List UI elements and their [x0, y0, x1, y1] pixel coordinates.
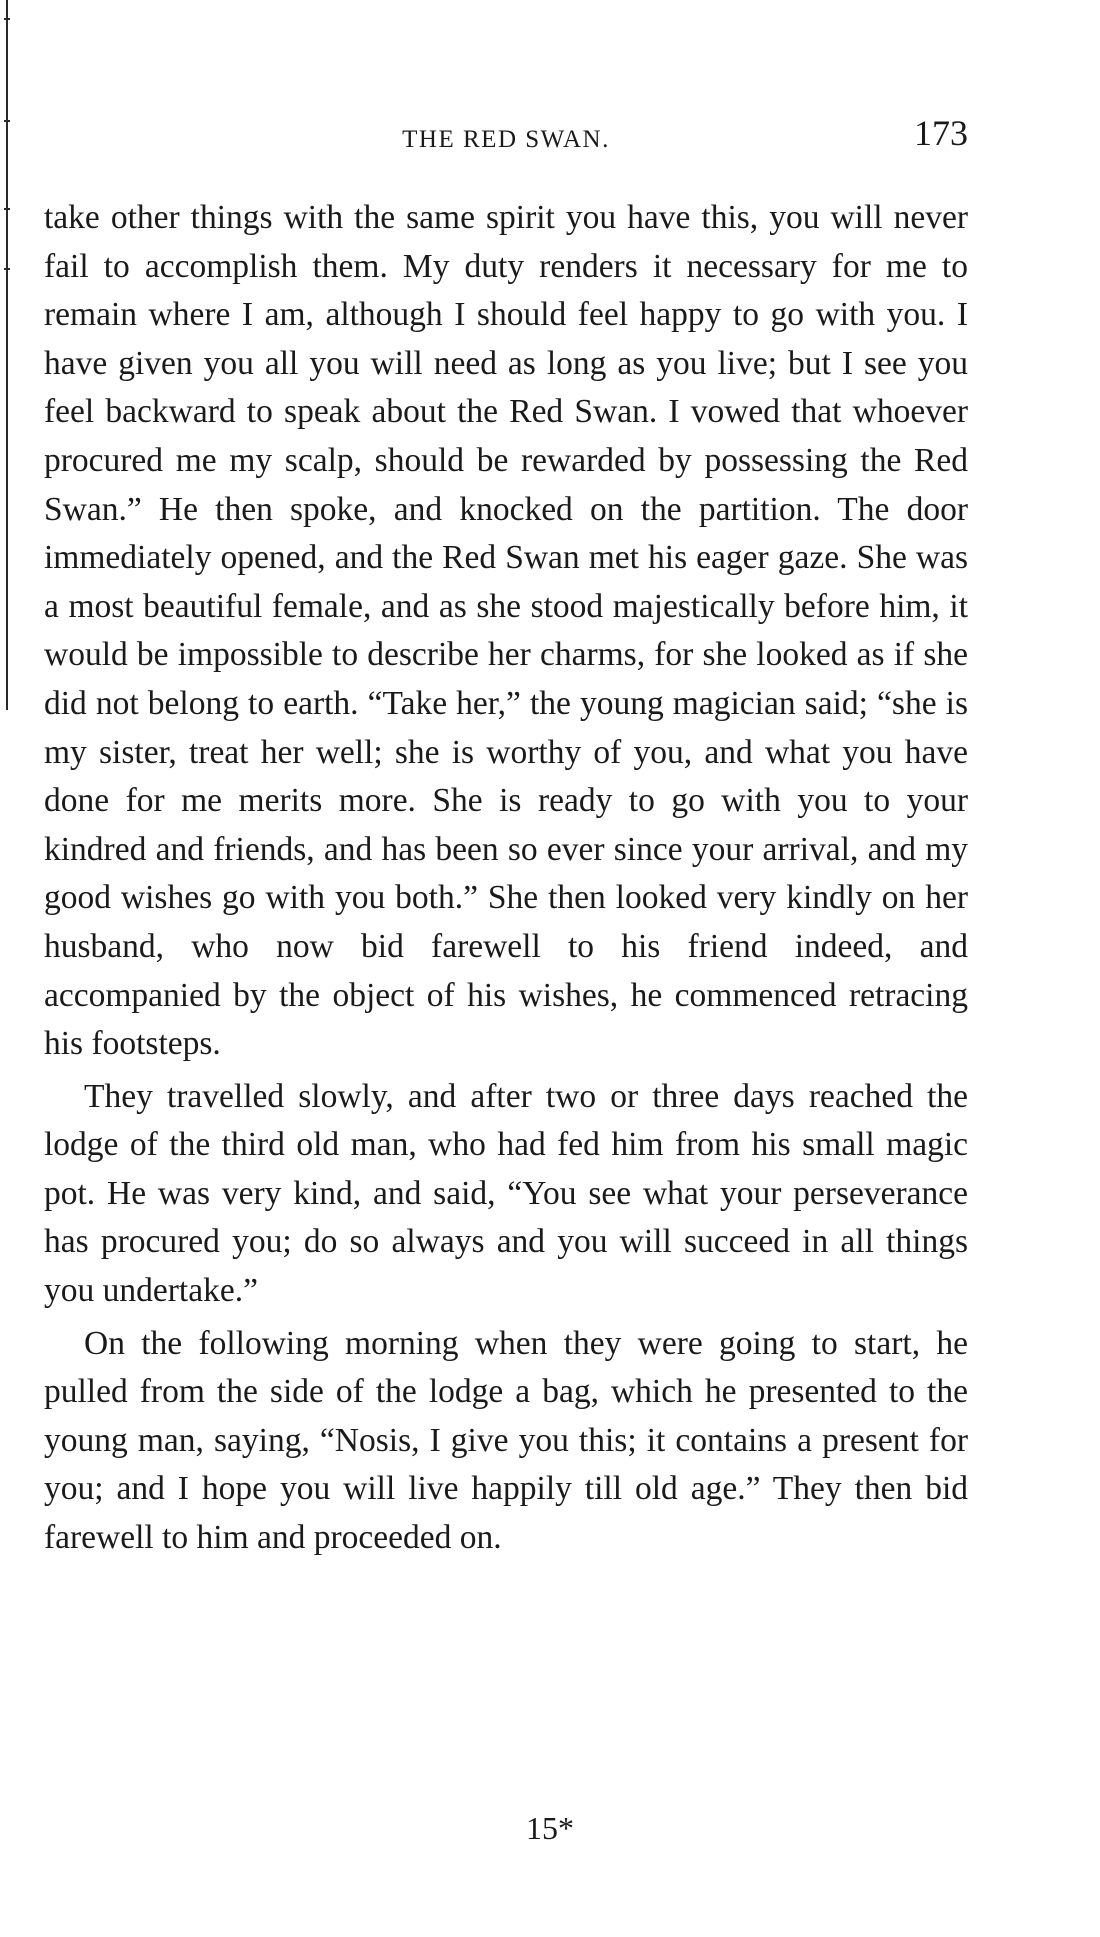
page-edge-line [6, 0, 8, 710]
page-edge-tick [4, 120, 10, 122]
paragraph: They travelled slowly, and after two or three days reached the lodge of the third old man, who had fed him from his small magic pot. He was very kind, and said, “You see what your perseverance has procured you; do so always and you will succeed in all things you undertake.” [44, 1077, 968, 1310]
page-edge-tick [4, 208, 10, 210]
paragraph: take other things with the same spirit you have this, you will never fail to accomplish them. My duty renders it necessary for me to remain where I am, although I should feel happy to go with you. I have given you all you will need as long as you live; but I see you feel backward to speak about the Red Swan. I vowed that whoever procured me my scalp, should be rewarded by possessing the Red Swan.” He then spoke, and knocked on the partition. The door immediately opened, and the Red Swan met his eager gaze. She was a most beautiful female, and as she stood majestically before him, it would be impossible to describe her charms, for she looked as if she did not belong to earth. “Take her,” the young magician said; “she is my sister, treat her well; she is worthy of you, and what you have done for me merits more. She is ready to go with you to your kindred and friends, and has been so ever since your arrival, and my good wishes go with you both.” She then looked very kindly on her husband, who now bid farewell to his friend indeed, and accompanied by the object of his wishes, he commenced retracing his footsteps. [44, 199, 968, 1063]
paragraph: On the following morning when they were going to start, he pulled from the side of the lodge a bag, which he presented to the young man, saying, “Nosis, I give you this; it contains a present for you; and I hope you will live happily till old age.” They then bid farewell to him and proceeded on. [44, 1324, 968, 1557]
signature-mark: 15* [526, 1810, 574, 1846]
page-number: 173 [914, 113, 968, 153]
page-header [44, 112, 968, 160]
page-edge-tick [4, 268, 10, 270]
body-text [44, 194, 968, 1563]
running-title: THE RED SWAN. [402, 126, 610, 153]
page-edge-tick [4, 18, 10, 20]
